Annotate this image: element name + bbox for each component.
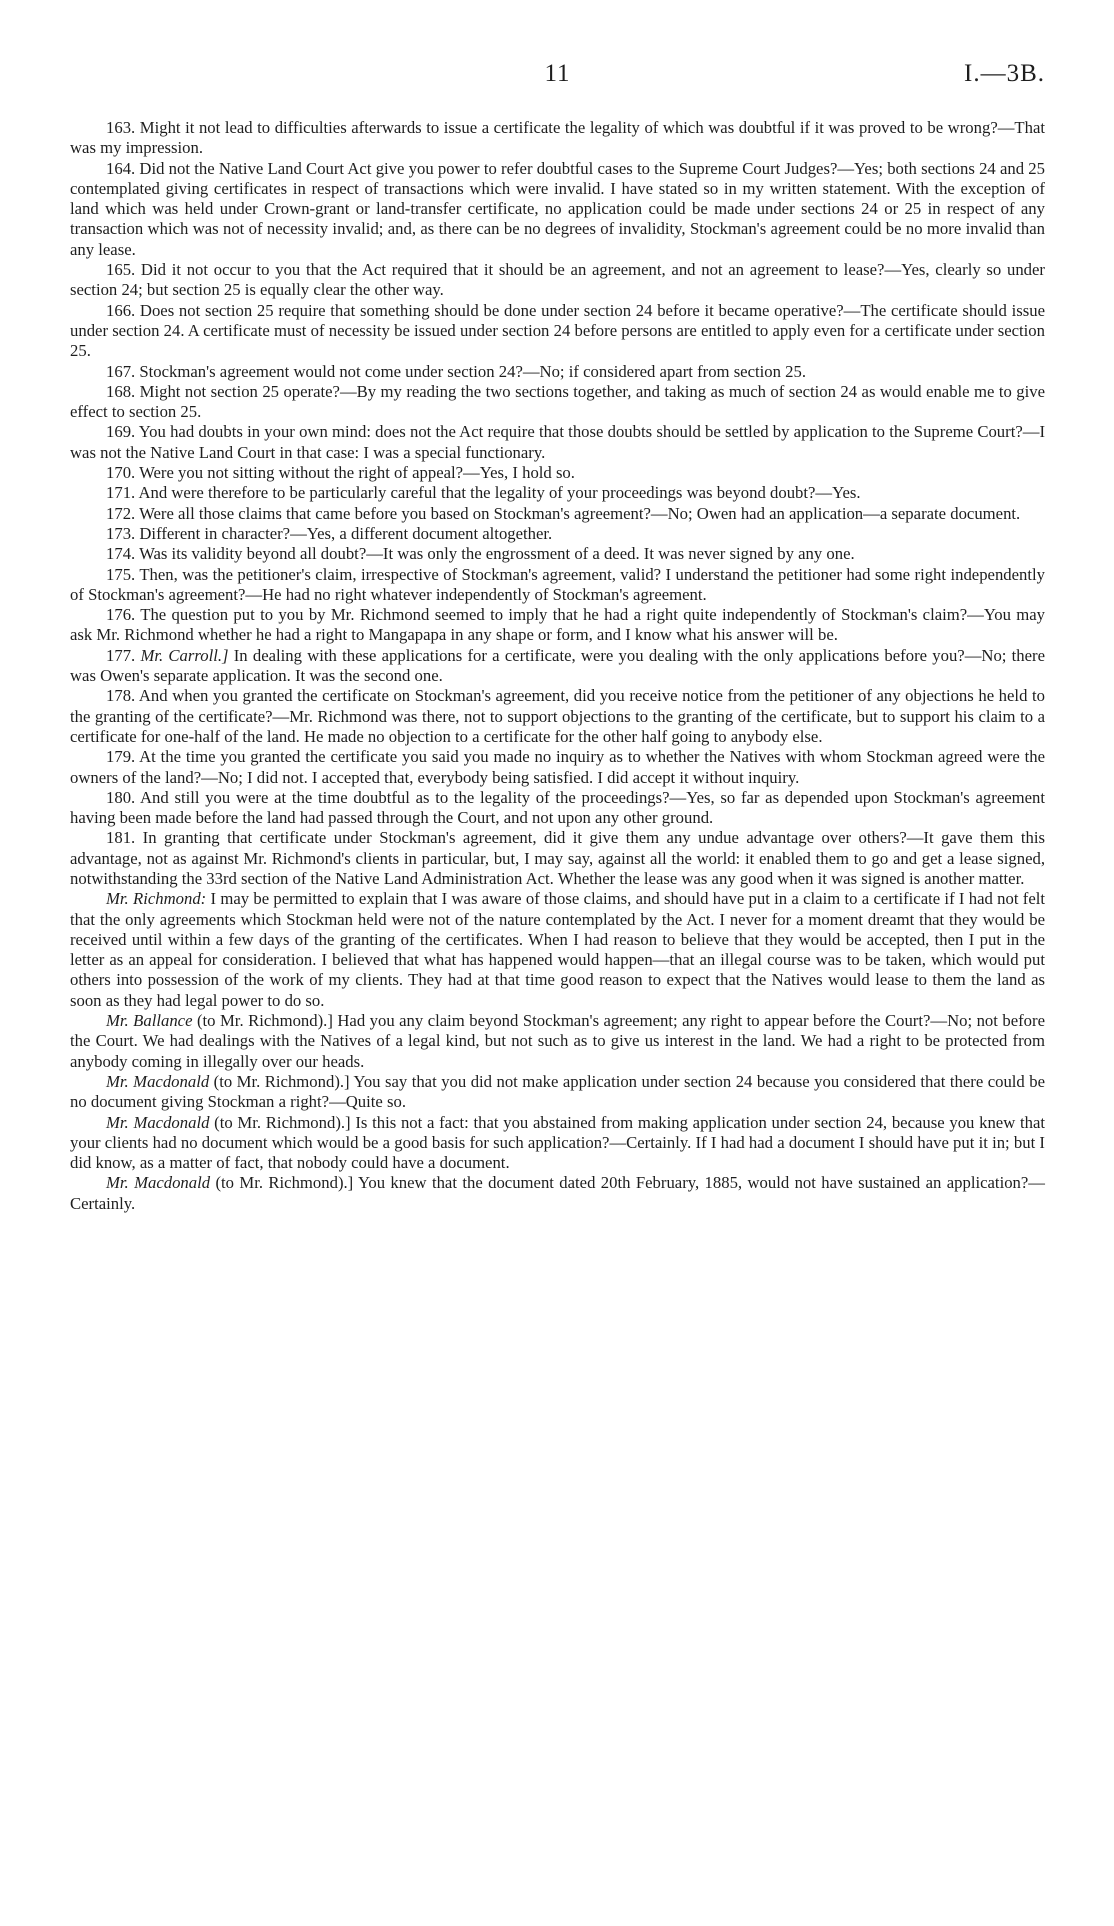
paragraph (70, 382, 1045, 423)
paragraph-text: 172. Were all those claims that came before you based on Stockman's agreement?—No; Owen had an application—a separate document. (106, 503, 1021, 523)
paragraph (70, 463, 1045, 483)
paragraph-text: 174. Was its validity beyond all doubt?—It was only the engrossment of a deed. It was never signed by any one. (106, 544, 855, 564)
paragraph-text: (to Mr. Richmond).] Is this not a fact: that you abstained from making application under section 24, because you knew that your clients had no document which would be a good basis for such application?—Certainly. If I had had a document I should have put it in; but I did know, as a matter of fact, that nobody could have a document. (70, 1112, 1045, 1173)
paragraph-text: I may be permitted to explain that I was aware of those claims, and should have put in a claim to a certificate if I had not felt that the only agreements which Stockman held were not of the nature contemplated by the Act. I never for a moment dreamt that they would be received until within a few days of the granting of the certificates. When I had reason to believe that they would be accepted, then I put in the letter as an appeal for consideration. I believed that what has happened would happen—that an illegal course was to be taken, which would put others into possession of the work of my clients. They had at that time good reason to expect that the Natives would lease to them the land as soon as they had legal power to do so. (70, 889, 1045, 1010)
paragraph (70, 1173, 1045, 1214)
paragraph-number: 177. (106, 645, 141, 665)
body-text (70, 118, 1045, 1214)
paragraph-text: 179. At the time you granted the certificate you said you made no inquiry as to whether the Natives with whom Stockman agreed were the owners of the land?—No; I did not. I accepted that, everybody being satisfied. I did accept it without inquiry. (70, 747, 1045, 787)
speaker-name: Mr. Ballance (106, 1011, 193, 1031)
paragraph-text: 168. Might not section 25 operate?—By my reading the two sections together, and taking as much of section 24 as would enable me to give effect to section 25. (70, 381, 1045, 422)
speaker-name: Mr. Macdonald (106, 1112, 210, 1132)
paragraph (70, 646, 1045, 687)
speaker-name: Mr. Carroll.] (140, 645, 229, 665)
paragraph (70, 362, 1045, 382)
paragraph-text: 169. You had doubts in your own mind: does not the Act require that those doubts should be settled by application to the Supreme Court?—I was not the Native Land Court in that case: I was a special functionary. (70, 422, 1045, 462)
paragraph (70, 544, 1045, 564)
paragraph-text: 164. Did not the Native Land Court Act give you power to refer doubtful cases to the Supreme Court Judges?—Yes; both sections 24 and 25 contemplated giving certificates in respect of transactions which were invalid. I have stated so in my written statement. With the exception of land which was held under Crown-grant or land-transfer certificate, no application could be made under sections 24 or 25 in respect of any transaction which was not of necessity invalid; and, as there can be no degrees of invalidity, Stockman's agreement could be no more invalid than any lease. (70, 158, 1045, 259)
paragraph (70, 260, 1045, 301)
paragraph (70, 565, 1045, 606)
paragraph-text: (to Mr. Richmond).] Had you any claim beyond Stockman's agreement; any right to appear before the Court?—No; not before the Court. We had dealings with the Natives of a legal kind, but not such as to give us interest in the land. We had a right to be protected from anybody coming in illegally over our heads. (70, 1011, 1045, 1071)
paragraph (70, 483, 1045, 503)
paragraph (70, 159, 1045, 260)
paragraph (70, 504, 1045, 524)
paragraph-text: 163. Might it not lead to difficulties afterwards to issue a certificate the legality of which was doubtful if it was proved to be wrong?—That was my impression. (70, 118, 1045, 158)
paragraph-text: 167. Stockman's agreement would not come under section 24?—No; if considered apart from section 25. (106, 361, 806, 381)
speaker-name: Mr. Macdonald (106, 1173, 211, 1193)
paragraph (70, 828, 1045, 889)
paragraph-text: 165. Did it not occur to you that the Act required that it should be an agreement, and not an agreement to lease?—Yes, clearly so under section 24; but section 25 is equally clear the other way. (70, 260, 1045, 300)
paragraph (70, 605, 1045, 646)
paragraph-text: (to Mr. Richmond).] You knew that the document dated 20th February, 1885, would not have sustained an application?—Certainly. (70, 1173, 1045, 1213)
paragraph (70, 301, 1045, 362)
paragraph-text: 170. Were you not sitting without the right of appeal?—Yes, I hold so. (106, 463, 575, 483)
paragraph (70, 889, 1045, 1011)
paragraph-text: 175. Then, was the petitioner's claim, irrespective of Stockman's agreement, valid? I understand the petitioner had some right independently of Stockman's agreement?—He had no right whatever independently of Stockman's agreement. (70, 564, 1045, 604)
paragraph (70, 686, 1045, 747)
paragraph-text: 178. And when you granted the certificate on Stockman's agreement, did you receive notice from the petitioner of any objections he held to the granting of the certificate?—Mr. Richmond was there, not to support objections to the granting of the certificate, but to support his claim to a certificate for one-half of the land. He made no objection to a certificate for the other half going to anybody else. (70, 686, 1045, 746)
paragraph-text: 180. And still you were at the time doubtful as to the legality of the proceedings?—Yes, so far as depended upon Stockman's agreement having been made before the land had passed through the Court, and not upon any other ground. (70, 787, 1045, 828)
paragraph (70, 118, 1045, 159)
page-number: 11 (544, 60, 571, 87)
paragraph (70, 524, 1045, 544)
paragraph (70, 1113, 1045, 1174)
paragraph (70, 1011, 1045, 1072)
speaker-name: Mr. Macdonald (106, 1071, 210, 1091)
paragraph (70, 747, 1045, 788)
paragraph-text: In dealing with these applications for a certificate, were you dealing with the only applications before you?—No; there was Owen's separate application. It was the second one. (70, 645, 1046, 686)
paragraph (70, 1072, 1045, 1113)
paragraph-text: 181. In granting that certificate under Stockman's agreement, did it give them any undue advantage over others?—It gave them this advantage, not as against Mr. Richmond's clients in particular, but, I may say, against all the world: it enabled them to go and get a lease signed, notwithstanding the 33rd section of the Native Land Administration Act. Whether the lease was any good when it was signed is another matter. (70, 828, 1045, 888)
paragraph-text: 171. And were therefore to be particularly careful that the legality of your proceedings was beyond doubt?—Yes. (106, 483, 861, 503)
paragraph (70, 788, 1045, 829)
paragraph-text: (to Mr. Richmond).] You say that you did not make application under section 24 because you considered that there could be no document giving Stockman a right?—Quite so. (70, 1071, 1045, 1112)
paragraph-text: 166. Does not section 25 require that something should be done under section 24 before it became operative?—The certificate should issue under section 24. A certificate must of necessity be issued under section 24 before persons are entitled to apply even for a certificate under section 25. (70, 300, 1045, 361)
paragraph-text: 173. Different in character?—Yes, a different document altogether. (106, 523, 553, 543)
page-header (70, 60, 1045, 100)
paragraph (70, 422, 1045, 463)
paragraph-text: 176. The question put to you by Mr. Richmond seemed to imply that he had a right quite independently of Stockman's claim?—You may ask Mr. Richmond whether he had a right to Mangapapa in any shape or form, and I know what his answer will be. (70, 605, 1045, 645)
paper-reference: I.—3B. (964, 60, 1045, 87)
speaker-name: Mr. Richmond: (106, 889, 207, 909)
